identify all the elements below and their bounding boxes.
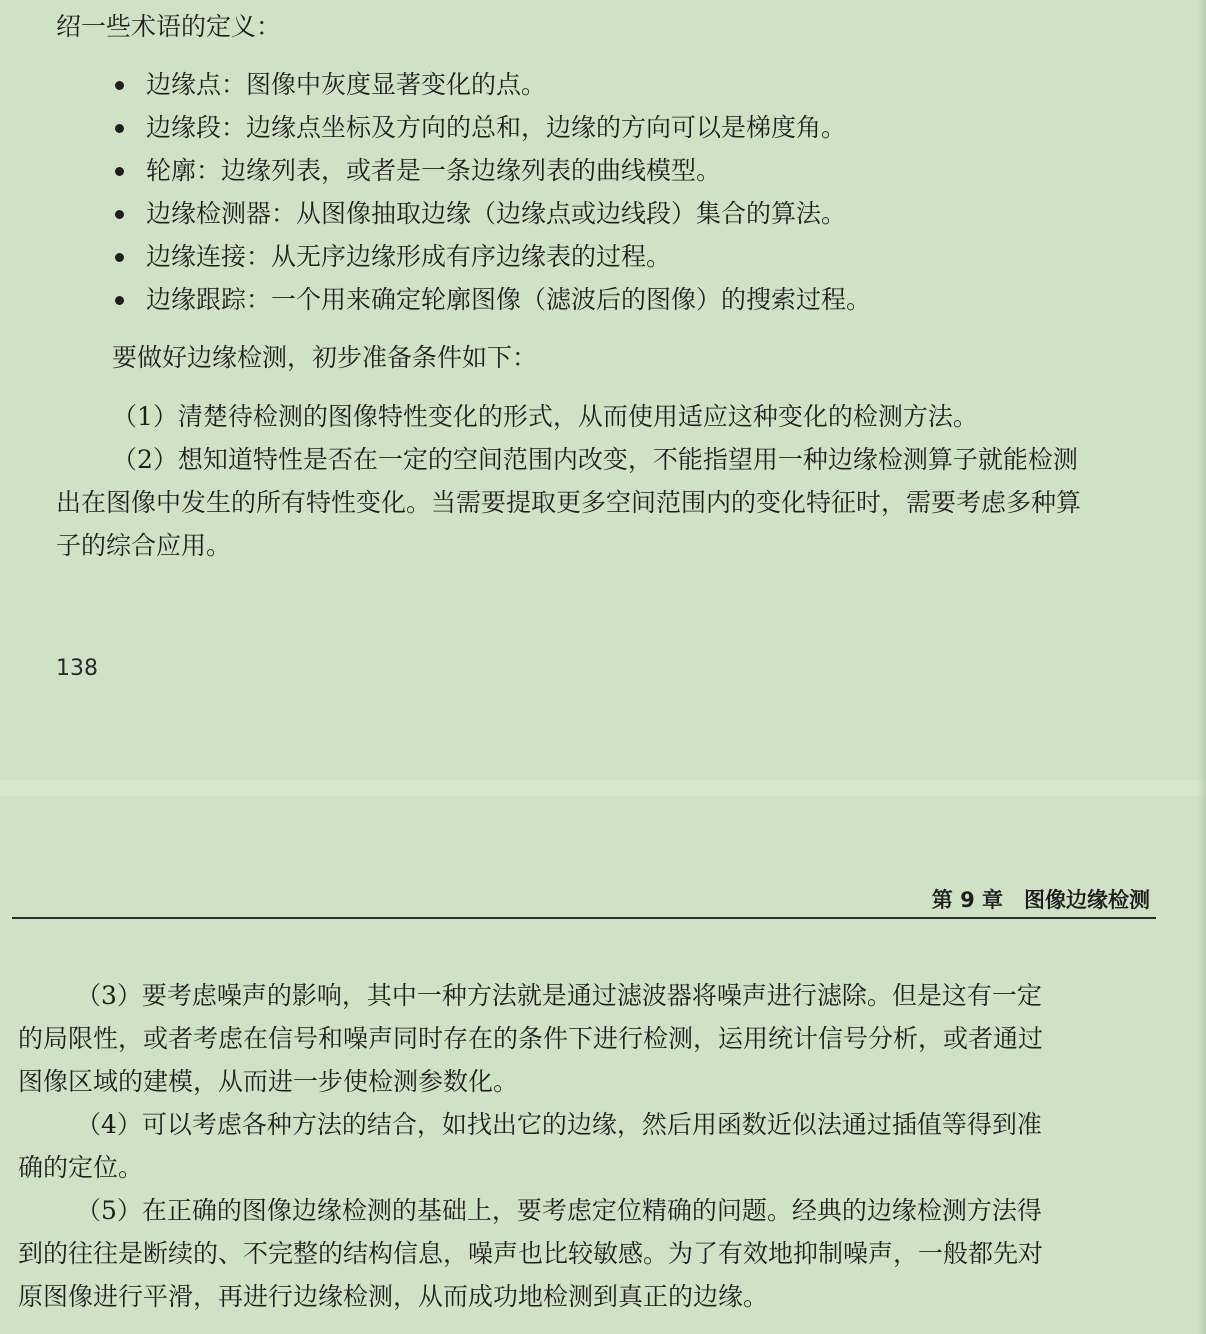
condition-item-5-line: 原图像进行平滑，再进行边缘检测，从而成功地检测到真正的边缘。 (18, 1282, 769, 1311)
condition-item-3-line: 的局限性，或者考虑在信号和噪声同时存在的条件下进行检测，运用统计信号分析，或者通过 (18, 1024, 1044, 1053)
bullet-item: 边缘连接：从无序边缘形成有序边缘表的过程。 (146, 242, 672, 271)
bullet-item: 边缘点：图像中灰度显著变化的点。 (146, 70, 547, 99)
bullet-icon (115, 81, 124, 90)
bullet-item: 边缘段：边缘点坐标及方向的总和，边缘的方向可以是梯度角。 (146, 113, 847, 142)
bullet-item: 边缘跟踪：一个用来确定轮廓图像（滤波后的图像）的搜索过程。 (146, 285, 872, 314)
condition-item-4-line: 确的定位。 (18, 1153, 144, 1182)
condition-item-2-line: （2）想知道特性是否在一定的空间范围内改变，不能指望用一种边缘检测算子就能检测 (112, 445, 1078, 474)
intro-text: 绍一些术语的定义： (56, 12, 282, 41)
lead-text: 要做好边缘检测，初步准备条件如下： (112, 343, 538, 372)
condition-item-5-line: （5）在正确的图像边缘检测的基础上，要考虑定位精确的问题。经典的边缘检测方法得 (76, 1196, 1042, 1225)
page-gap (0, 780, 1206, 796)
condition-item-3-line: 图像区域的建模，从而进一步使检测参数化。 (18, 1067, 519, 1096)
bullet-icon (115, 296, 124, 305)
chapter-header: 第 9 章 图像边缘检测 (931, 888, 1150, 912)
condition-item-4-line: （4）可以考虑各种方法的结合，如找出它的边缘，然后用函数近似法通过插值等得到准 (76, 1110, 1042, 1139)
condition-item-1: （1）清楚待检测的图像特性变化的形式，从而使用适应这种变化的检测方法。 (112, 402, 978, 431)
bullet-item: 轮廓：边缘列表，或者是一条边缘列表的曲线模型。 (146, 156, 722, 185)
condition-item-2-line: 出在图像中发生的所有特性变化。当需要提取更多空间范围内的变化特征时，需要考虑多种算 (56, 488, 1082, 517)
condition-item-2-line: 子的综合应用。 (56, 531, 232, 560)
bullet-icon (115, 167, 124, 176)
condition-item-3-line: （3）要考虑噪声的影响，其中一种方法就是通过滤波器将噪声进行滤除。但是这有一定 (76, 981, 1042, 1010)
bullet-icon (115, 124, 124, 133)
condition-item-5-line: 到的往往是断续的、不完整的结构信息，噪声也比较敏感。为了有效地抑制噪声，一般都先对 (18, 1239, 1044, 1268)
header-rule (12, 917, 1156, 919)
page-edge-shadow (1198, 0, 1206, 1334)
bullet-icon (115, 253, 124, 262)
bullet-icon (115, 210, 124, 219)
page-number: 138 (56, 656, 98, 681)
bullet-item: 边缘检测器：从图像抽取边缘（边缘点或边线段）集合的算法。 (146, 199, 847, 228)
